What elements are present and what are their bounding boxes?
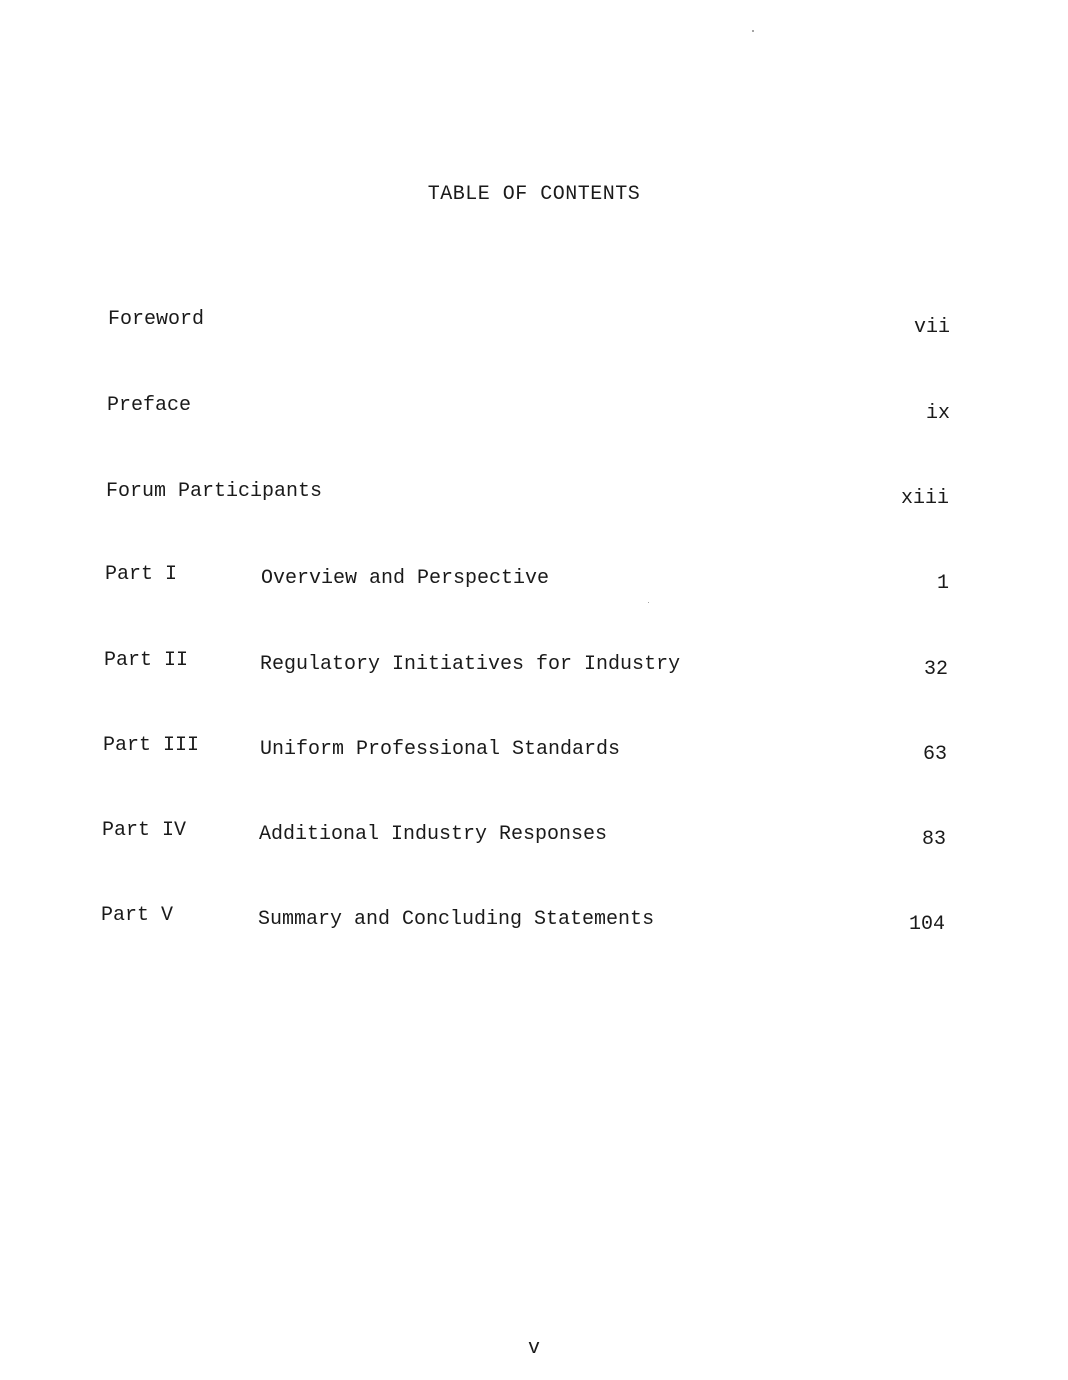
toc-entry-page: 83: [921, 828, 946, 851]
toc-part-number: Part II: [104, 649, 189, 672]
toc-entry-label: Forum Participants: [106, 480, 323, 503]
toc-entry-part-2: [0, 649, 1068, 689]
toc-entry-page: 104: [908, 913, 945, 936]
toc-entry-preface: [0, 394, 1068, 434]
toc-part-number: Part IV: [102, 819, 187, 842]
toc-entry-page: xiii: [900, 487, 949, 510]
page-number: v: [527, 1337, 540, 1360]
toc-part-title: Summary and Concluding Statements: [258, 908, 655, 931]
toc-entry-label: Preface: [107, 394, 192, 417]
toc-part-title: Overview and Perspective: [261, 567, 550, 590]
scan-speck: [752, 30, 754, 32]
toc-part-number: Part I: [105, 563, 178, 586]
toc-entry-part-1: [0, 563, 1068, 603]
toc-entry-foreword: [0, 308, 1068, 348]
toc-part-title: Uniform Professional Standards: [260, 738, 621, 761]
toc-entry-page: vii: [913, 316, 950, 339]
toc-entry-part-3: [0, 734, 1068, 774]
toc-title: TABLE OF CONTENTS: [427, 183, 641, 206]
toc-entry-part-5: [0, 904, 1068, 944]
toc-entry-part-4: [0, 819, 1068, 859]
toc-entry-page: 63: [922, 743, 947, 766]
toc-part-number: Part III: [103, 734, 200, 757]
toc-entry-page: 1: [936, 572, 949, 595]
toc-entry-forum-participants: [0, 480, 1068, 520]
toc-entry-page: ix: [925, 402, 950, 425]
toc-entry-page: 32: [923, 658, 948, 681]
toc-part-number: Part V: [101, 904, 174, 927]
toc-part-title: Regulatory Initiatives for Industry: [260, 653, 681, 676]
toc-entry-label: Foreword: [108, 308, 205, 331]
toc-part-title: Additional Industry Responses: [259, 823, 608, 846]
